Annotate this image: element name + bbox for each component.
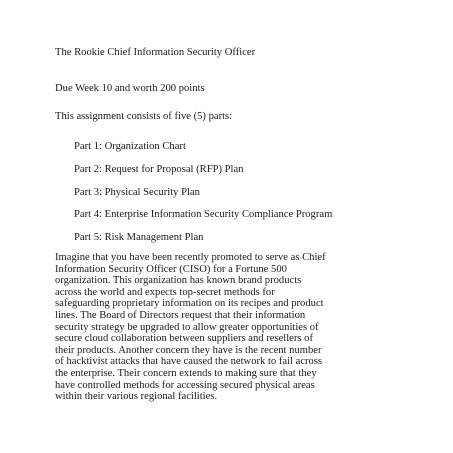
- list-item: Part 2: Request for Proposal (RFP) Plan: [74, 163, 244, 175]
- paragraph-line: have controlled methods for accessing secured physical areas: [55, 379, 315, 391]
- paragraph-line: security strategy be upgraded to allow greater opportunities of: [55, 321, 319, 333]
- list-item: Part 4: Enterprise Information Security Compliance Program: [74, 209, 333, 221]
- intro-line: This assignment consists of five (5) parts:: [55, 111, 233, 122]
- paragraph-line: within their various regional facilities.: [55, 391, 218, 403]
- list-item: Part 5: Risk Management Plan: [74, 232, 204, 244]
- list-item: Part 1: Organization Chart: [74, 141, 186, 152]
- paragraph-line: the enterprise. Their concern extends to making sure that they: [55, 367, 317, 379]
- paragraph-line: Imagine that you have been recently promoted to serve as Chief: [55, 252, 326, 263]
- paragraph-line: secure cloud collaboration between suppliers and resellers of: [55, 333, 313, 345]
- paragraph-line: organization. This organization has known brand products: [55, 275, 302, 287]
- paragraph-line: across the world and expects top-secret methods for: [55, 286, 275, 298]
- paragraph-line: of hacktivist attacks that have caused the network to fail across: [55, 356, 323, 368]
- paragraph-line: safeguarding proprietary information on its recipes and product: [55, 298, 324, 310]
- body-paragraph: [55, 252, 400, 403]
- due-date-line: Due Week 10 and worth 200 points: [55, 83, 205, 94]
- paragraph-line: their products. Another concern they have is the recent number: [55, 344, 322, 356]
- list-item: Part 3: Physical Security Plan: [74, 186, 200, 198]
- paragraph-line: Information Security Officer (CISO) for a Fortune 500: [55, 263, 287, 275]
- paragraph-line: lines. The Board of Directors request that their information: [55, 309, 306, 321]
- parts-list: [74, 140, 332, 254]
- document-title: The Rookie Chief Information Security Officer: [55, 47, 256, 58]
